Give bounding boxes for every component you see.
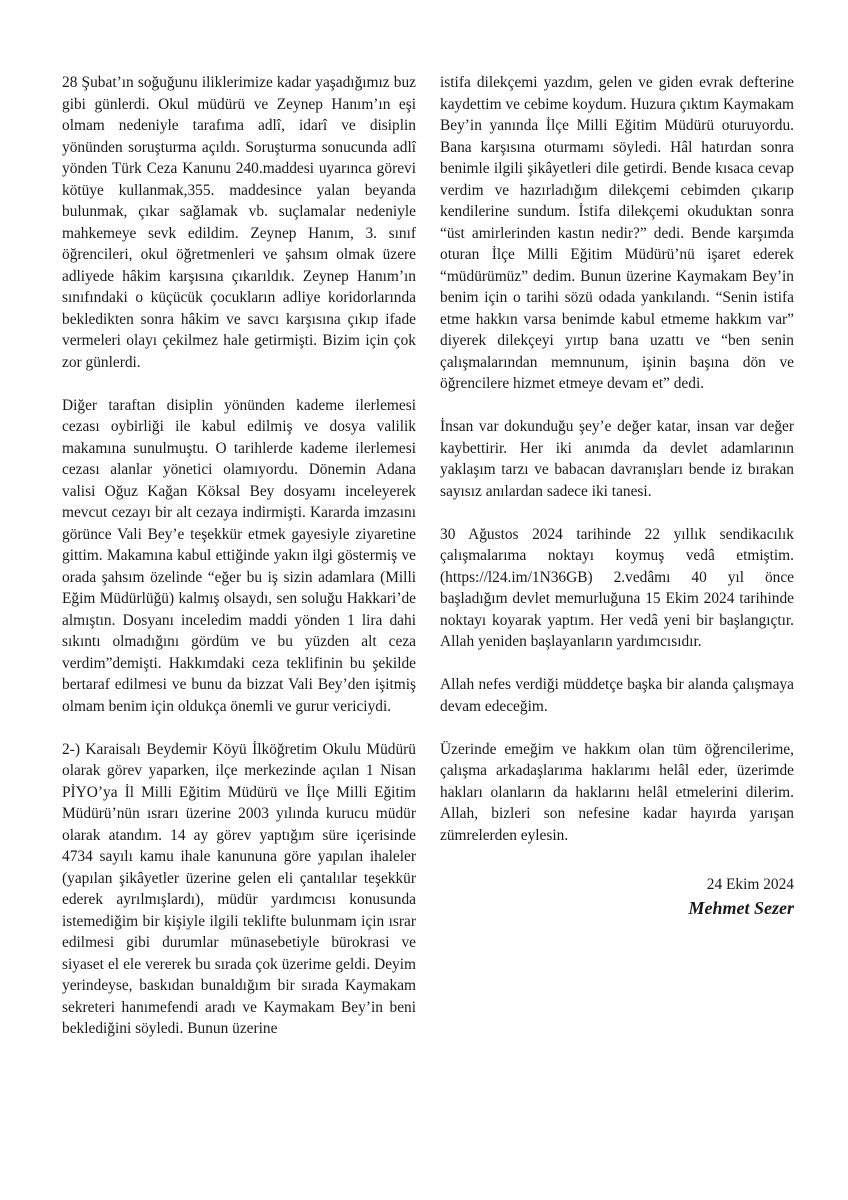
author-name: Mehmet Sezer (688, 897, 794, 918)
paragraph-left-2: Diğer taraftan disiplin yönünden kademe ilerlemesi cezası oybirliği ile kabul edilmiş ve dosya valilik makamına sunulmuştu. O tarihlerde kademe ilerlemesi cezası alanlar yönetici olamıyordu. Dönemin Adana valisi Oğuz Kağan Köksal Bey dosyamı inceleyerek mevcut cezayı bir alt cezaya indirmişti. Kararda imzasını görünce Vali Bey’e teşekkür etmek gayesiyle ziyaretine gittim. Makamına kabul ettiğinde yakın ilgi göstermiş ve orada şahsım özelinde “eğer bu iş sizin adamlara (Milli Eğim Müdürlüğü) kalmış olsaydı, sen soluğu Hakkari’de almıştın. Dosyanı inceledim maddi yönden 1 lira dahi sıkıntı olmadığını gördüm ve bu yüzden alt ceza verdim”demişti. Hakkımdaki ceza teklifinin bu şekilde bertaraf edilmesi ve bunu da bizzat Vali Bey’den işitmiş olmam benim için oldukça önemli ve gurur vericiydi. (62, 396, 416, 715)
left-column (62, 72, 416, 1061)
paragraph-right-4: Allah nefes verdiği müddetçe başka bir alanda çalışmaya devam edeceğim. (440, 676, 794, 715)
paragraph-right-5: Üzerinde emeğim ve hakkım olan tüm öğrencilerime, çalışma arkadaşlarıma haklarımı helâl eder, üzerimde hakları olanların da haklarını helâl etmelerini dilerim. Allah, bizleri son nefesine kadar hayırda yarışan zümrelerden eylesin. (440, 740, 794, 844)
paragraph-right-3: 30 Ağustos 2024 tarihinde 22 yıllık sendikacılık çalışmalarıma noktayı koymuş vedâ etmiştim. (https://l24.im/1N36GB) 2.vedâmı 40 yıl önce başladığım devlet memurluğuna 15 Ekim 2024 tarihinde noktayı koyarak yaptım. Her vedâ yeni bir başlangıçtır. Allah yeniden başlayanların yardımcısıdır. (440, 525, 794, 650)
right-column (440, 72, 794, 920)
paragraph-right-1: istifa dilekçemi yazdım, gelen ve giden evrak defterine kaydettim ve cebime koydum. Huzura çıktım Kaymakam Bey’in yanında İlçe Milli Eğitim Müdürü oturuyordu. Bana karşısına oturmamı söyledi. Hâl hatırdan sonra benimle ilgili şikâyetleri dile getirdi. Bende kısaca cevap verdim ve hazırladığım dilekçemi cebimden çıkarıp kendilerine sundum. İstifa dilekçemi okuduktan sonra “üst amirlerinden kastın nedir?” dedi. Bende karşımda oturan İlçe Milli Eğitim Müdürü’nü işaret ederek “müdürümüz” dedim. Bunun üzerine Kaymakam Bey’in benim için o tarihi sözü odada yankılandı. “Senin istifa etme hakkın varsa benimde kabul etmeme hakkım var” diyerek dilekçeyi yırtıp bana uzattı ve “ben senin çalışmalarından memnunum, işinin başına dön ve öğrencilere hizmet etmeye devam et” dedi. (440, 74, 794, 392)
paragraph-left-1: 28 Şubat’ın soğuğunu iliklerimize kadar yaşadığımız buz gibi günlerdi. Okul müdürü ve Zeynep Hanım’ın eşi olmam nedeniyle tarafıma adlî, idarî ve disiplin yönünden soruşturma açıldı. Soruşturma sonucunda adlî yönden Türk Ceza Kanunu 240.maddesi uyarınca görevi kötüye kullanmak,355. maddesince yalan beyanda bulunmak, çıkar sağlamak vb. suçlamalar nedeniyle mahkemeye sevk edildim. Zeynep Hanım, 3. sınıf öğrencileri, okul öğretmenleri ve şahsım olmak üzere adliyede hâkim karşısına çıkarıldık. Zeynep Hanım’ın sınıfındaki o küçücük çocukların adliye koridorlarında bekledikten sonra hâkim ve savcı karşısına çıkıp ifade vermeleri olayı çekilmez hale getirmişti. Bizim için çok zor günlerdi. (62, 74, 416, 371)
paragraph-left-3: 2-) Karaisalı Beydemir Köyü İlköğretim Okulu Müdürü olarak görev yaparken, ilçe merkezinde açılan 1 Nisan PİYO’ya İl Milli Eğitim Müdürü ve İlçe Milli Eğitim Müdürü’nün ısrarı üzerine 2003 yılında kurucu müdür olarak atandım. 14 ay görev yaptığım süre içerisinde 4734 sayılı kamu ihale kanununa göre yapılan ihaleler (yapılan şikâyetler üzerine gelen eli çantalılar teşekkür ederek ayrılmışlardı), müdür yardımcısı konusunda istemediğim bir kişiyle ilgili teklifte bulunmam için ısrar edilmesi gibi durumlar münasebetiyle bürokrasi ve siyaset el ele vererek bu sırada çok üzerime geldi. Deyim yerindeyse, baskıdan bunaldığım bir sırada Kaymakam sekreteri hanımefendi aradı ve Kaymakam Bey’in beni beklediğini söyledi. Bunun üzerine (62, 740, 416, 1037)
signature-block (440, 874, 794, 920)
signature-date: 24 Ekim 2024 (706, 876, 794, 893)
paragraph-right-2: İnsan var dokunduğu şey’e değer katar, insan var değer kaybettirir. Her iki anımda da devlet adamlarının yaklaşım tarzı ve babacan davranışları bende iz bırakan sayısız anılardan sadece iki tanesi. (440, 418, 794, 500)
